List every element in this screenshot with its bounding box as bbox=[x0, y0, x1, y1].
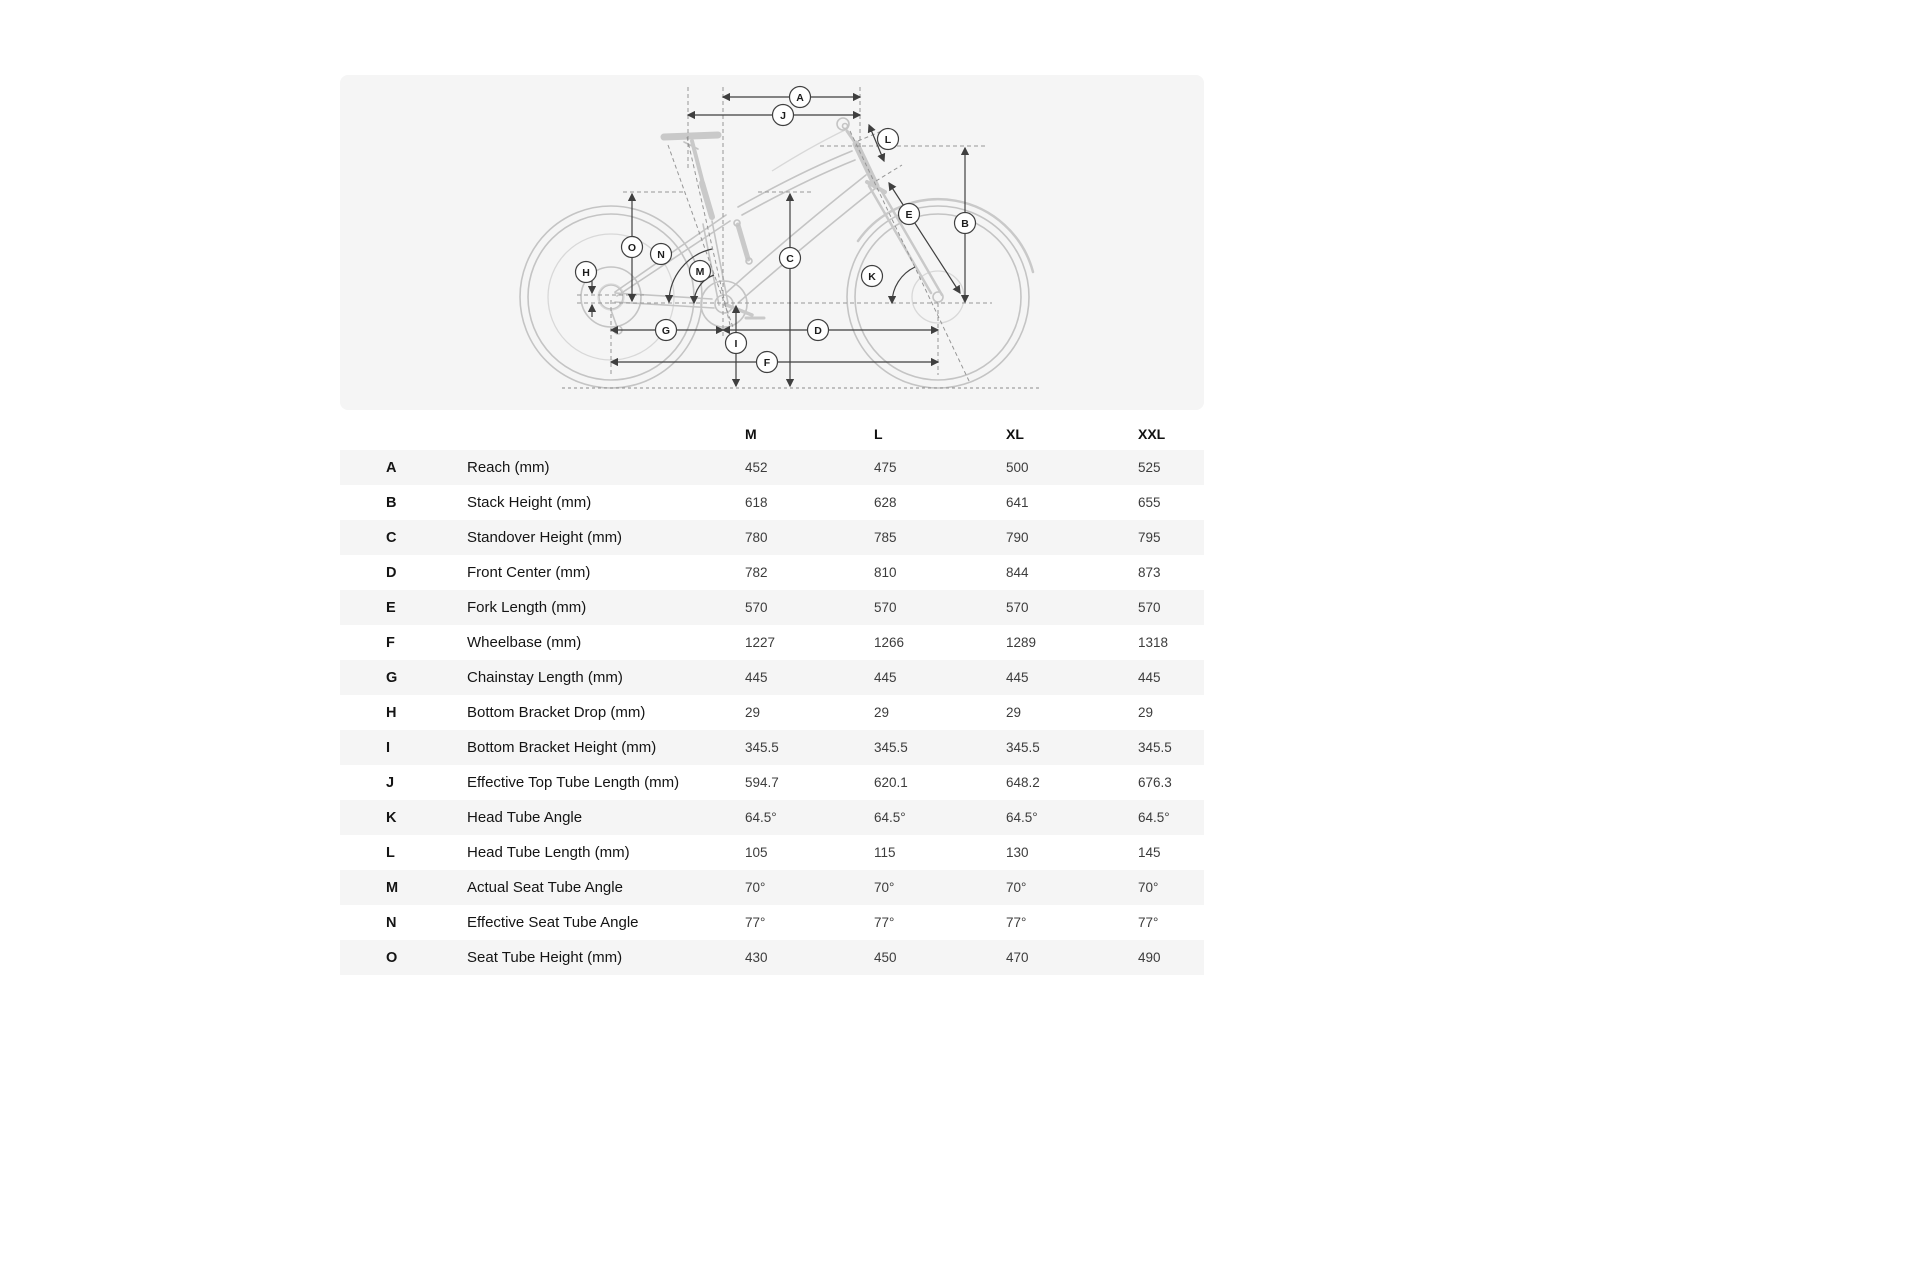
row-label: Fork Length (mm) bbox=[467, 599, 587, 616]
row-value-l: 115 bbox=[874, 845, 896, 860]
table-row bbox=[340, 660, 1204, 695]
row-value-xl: 500 bbox=[1006, 460, 1029, 475]
row-label: Reach (mm) bbox=[467, 459, 550, 476]
row-letter: E bbox=[386, 599, 396, 616]
row-value-xl: 345.5 bbox=[1006, 740, 1040, 755]
table-row bbox=[340, 625, 1204, 660]
dim-label-d-text: D bbox=[814, 325, 822, 337]
row-value-xxl: 570 bbox=[1138, 600, 1161, 615]
row-value-xl: 64.5° bbox=[1006, 810, 1038, 825]
row-value-l: 345.5 bbox=[874, 740, 908, 755]
header-size-m: M bbox=[745, 426, 757, 442]
dim-label-c-text: C bbox=[786, 253, 794, 265]
dim-label-e bbox=[899, 204, 920, 225]
row-value-xl: 470 bbox=[1006, 950, 1029, 965]
row-value-xl: 70° bbox=[1006, 880, 1027, 895]
row-value-m: 1227 bbox=[745, 635, 776, 650]
row-value-m: 105 bbox=[745, 845, 768, 860]
dim-label-m-text: M bbox=[695, 266, 705, 278]
dim-label-l-text: L bbox=[884, 134, 892, 146]
row-letter: J bbox=[386, 774, 395, 791]
row-value-xxl: 873 bbox=[1138, 565, 1161, 580]
table-row bbox=[340, 555, 1204, 590]
row-letter: H bbox=[386, 704, 397, 721]
row-letter: O bbox=[386, 949, 398, 966]
row-letter: K bbox=[386, 809, 397, 826]
dim-label-g bbox=[656, 320, 677, 341]
row-value-xxl: 1318 bbox=[1138, 635, 1169, 650]
dimension-lines bbox=[592, 97, 965, 386]
table-row bbox=[340, 590, 1204, 625]
table-row bbox=[340, 870, 1204, 905]
row-label: Stack Height (mm) bbox=[467, 494, 592, 511]
row-letter: M bbox=[386, 879, 399, 896]
dim-label-k bbox=[862, 266, 883, 287]
row-value-m: 70° bbox=[745, 880, 766, 895]
row-label: Seat Tube Height (mm) bbox=[467, 949, 623, 966]
row-value-xxl: 64.5° bbox=[1138, 810, 1170, 825]
row-label: Front Center (mm) bbox=[467, 564, 591, 581]
dim-label-e-text: E bbox=[905, 209, 913, 221]
row-value-l: 64.5° bbox=[874, 810, 906, 825]
row-value-xl: 445 bbox=[1006, 670, 1029, 685]
dim-label-f-text: F bbox=[763, 357, 771, 369]
dim-label-a-text: A bbox=[796, 92, 804, 104]
row-value-xl: 570 bbox=[1006, 600, 1029, 615]
row-value-xl: 1289 bbox=[1006, 635, 1037, 650]
table-row bbox=[340, 765, 1204, 800]
row-value-m: 445 bbox=[745, 670, 768, 685]
row-value-m: 618 bbox=[745, 495, 768, 510]
row-label: Chainstay Length (mm) bbox=[467, 669, 623, 686]
row-value-m: 452 bbox=[745, 460, 768, 475]
dim-label-m bbox=[690, 261, 711, 282]
header-size-l: L bbox=[874, 426, 883, 442]
row-value-l: 620.1 bbox=[874, 775, 908, 790]
dim-label-d bbox=[808, 320, 829, 341]
dim-label-f bbox=[757, 352, 778, 373]
row-value-xl: 790 bbox=[1006, 530, 1029, 545]
dim-label-g-text: G bbox=[661, 325, 671, 337]
row-value-l: 475 bbox=[874, 460, 897, 475]
row-value-xxl: 445 bbox=[1138, 670, 1161, 685]
row-value-l: 445 bbox=[874, 670, 897, 685]
row-letter: B bbox=[386, 494, 397, 511]
row-value-m: 782 bbox=[745, 565, 768, 580]
row-value-m: 570 bbox=[745, 600, 768, 615]
table-row bbox=[340, 520, 1204, 555]
row-label: Head Tube Angle bbox=[467, 809, 583, 826]
row-letter: N bbox=[386, 914, 397, 931]
row-value-xxl: 145 bbox=[1138, 845, 1161, 860]
dim-label-j bbox=[773, 105, 794, 126]
geometry-table bbox=[340, 418, 1204, 975]
row-value-xxl: 490 bbox=[1138, 950, 1161, 965]
saddle bbox=[664, 135, 718, 217]
row-value-l: 785 bbox=[874, 530, 897, 545]
row-value-xxl: 77° bbox=[1138, 915, 1159, 930]
table-row bbox=[340, 835, 1204, 870]
dim-label-i-text: I bbox=[734, 338, 738, 350]
row-letter: F bbox=[386, 634, 395, 651]
frame bbox=[615, 130, 877, 308]
handlebar bbox=[837, 118, 856, 144]
row-value-xxl: 345.5 bbox=[1138, 740, 1172, 755]
row-label: Head Tube Length (mm) bbox=[467, 844, 630, 861]
row-value-xl: 648.2 bbox=[1006, 775, 1040, 790]
dim-label-h bbox=[576, 262, 597, 283]
table-row bbox=[340, 450, 1204, 485]
dim-label-n-text: N bbox=[657, 249, 665, 261]
row-value-l: 810 bbox=[874, 565, 897, 580]
dim-label-b-text: B bbox=[961, 218, 969, 230]
row-letter: L bbox=[386, 844, 395, 861]
row-value-l: 29 bbox=[874, 705, 890, 720]
row-value-xl: 641 bbox=[1006, 495, 1029, 510]
table-row bbox=[340, 905, 1204, 940]
row-letter: C bbox=[386, 529, 397, 546]
row-value-xxl: 655 bbox=[1138, 495, 1161, 510]
row-value-l: 450 bbox=[874, 950, 897, 965]
row-value-m: 29 bbox=[745, 705, 761, 720]
row-value-l: 1266 bbox=[874, 635, 905, 650]
dim-label-h-text: H bbox=[582, 267, 590, 279]
row-value-m: 64.5° bbox=[745, 810, 777, 825]
row-value-xxl: 795 bbox=[1138, 530, 1161, 545]
row-value-xxl: 29 bbox=[1138, 705, 1154, 720]
row-label: Actual Seat Tube Angle bbox=[467, 879, 623, 896]
dim-label-c bbox=[780, 248, 801, 269]
shock bbox=[738, 225, 748, 259]
dim-label-j-text: J bbox=[780, 110, 786, 122]
row-value-l: 570 bbox=[874, 600, 897, 615]
row-value-l: 70° bbox=[874, 880, 895, 895]
dim-label-l bbox=[878, 129, 899, 150]
dim-label-o-text: O bbox=[627, 242, 637, 254]
row-value-m: 77° bbox=[745, 915, 766, 930]
table-row bbox=[340, 730, 1204, 765]
table-row bbox=[340, 695, 1204, 730]
table-header-row bbox=[340, 418, 1204, 450]
row-value-m: 780 bbox=[745, 530, 768, 545]
row-value-m: 594.7 bbox=[745, 775, 779, 790]
header-size-xxl: XXL bbox=[1138, 426, 1166, 442]
table-row bbox=[340, 485, 1204, 520]
row-label: Bottom Bracket Height (mm) bbox=[467, 739, 657, 756]
header-size-xl: XL bbox=[1006, 426, 1024, 442]
table-row bbox=[340, 940, 1204, 975]
row-value-xl: 77° bbox=[1006, 915, 1027, 930]
row-value-xxl: 70° bbox=[1138, 880, 1159, 895]
dim-label-o bbox=[622, 237, 643, 258]
row-value-xl: 130 bbox=[1006, 845, 1029, 860]
row-value-m: 345.5 bbox=[745, 740, 779, 755]
diagram-svg bbox=[340, 75, 1204, 410]
dim-label-n bbox=[651, 244, 672, 265]
row-value-xxl: 676.3 bbox=[1138, 775, 1172, 790]
row-label: Effective Seat Tube Angle bbox=[467, 914, 639, 931]
row-label: Bottom Bracket Drop (mm) bbox=[467, 704, 646, 721]
dim-label-b bbox=[955, 213, 976, 234]
dim-label-i bbox=[726, 333, 747, 354]
row-value-xl: 844 bbox=[1006, 565, 1029, 580]
dim-label-a bbox=[790, 87, 811, 108]
row-label: Wheelbase (mm) bbox=[467, 634, 582, 651]
dim-label-k-text: K bbox=[868, 271, 876, 283]
bike-illustration bbox=[520, 118, 1033, 388]
row-value-m: 430 bbox=[745, 950, 768, 965]
row-letter: D bbox=[386, 564, 397, 581]
row-value-xxl: 525 bbox=[1138, 460, 1161, 475]
bike-geometry-diagram bbox=[340, 75, 1204, 410]
row-letter: G bbox=[386, 669, 398, 686]
content bbox=[340, 75, 1204, 975]
row-label: Standover Height (mm) bbox=[467, 529, 623, 546]
row-label: Effective Top Tube Length (mm) bbox=[467, 774, 680, 791]
row-value-l: 628 bbox=[874, 495, 897, 510]
row-value-l: 77° bbox=[874, 915, 895, 930]
row-letter: I bbox=[386, 739, 391, 756]
row-letter: A bbox=[386, 459, 397, 476]
row-value-xl: 29 bbox=[1006, 705, 1022, 720]
table-row bbox=[340, 800, 1204, 835]
